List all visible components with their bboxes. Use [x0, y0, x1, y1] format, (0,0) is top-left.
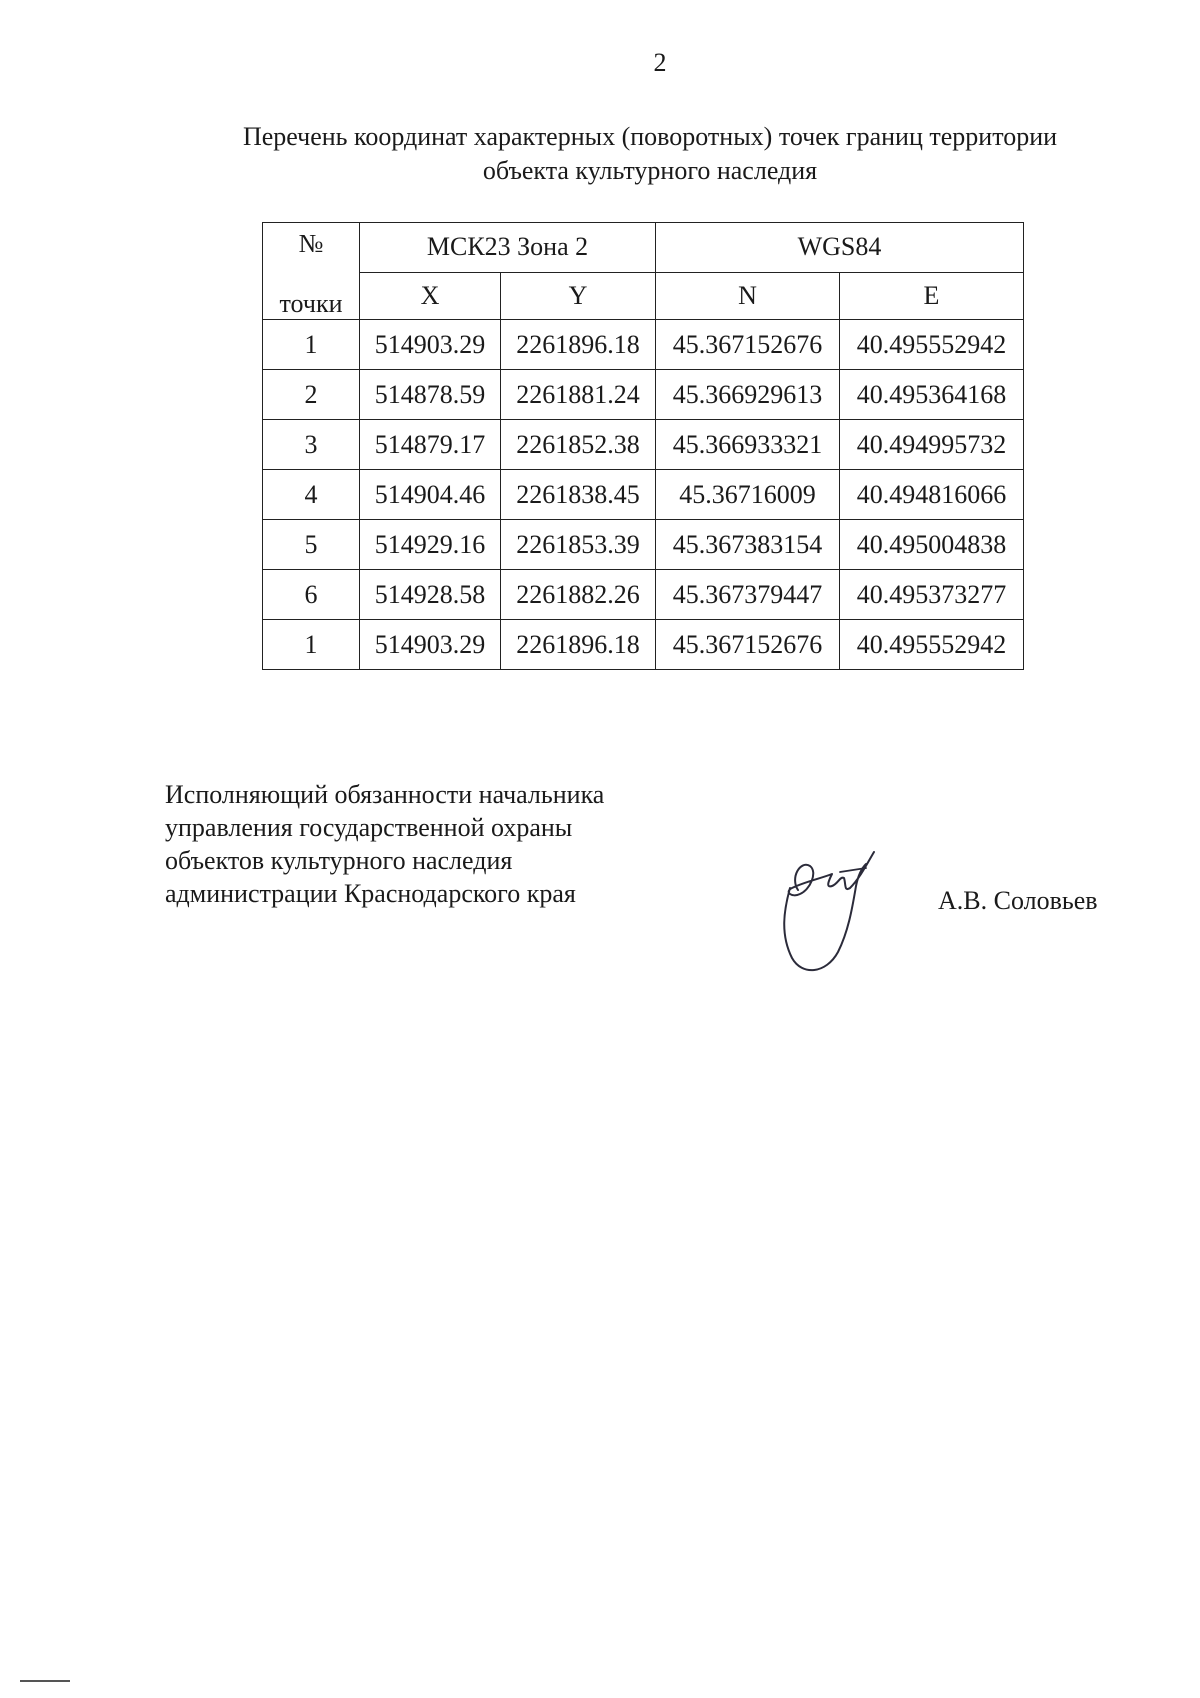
cell-x: 514928.58 [360, 570, 501, 620]
cell-x: 514879.17 [360, 420, 501, 470]
cell-y: 2261882.26 [501, 570, 656, 620]
cell-y: 2261896.18 [501, 320, 656, 370]
cell-y: 2261881.24 [501, 370, 656, 420]
cell-point: 1 [263, 620, 360, 670]
cell-x: 514929.16 [360, 520, 501, 570]
table-row [263, 470, 1024, 520]
cell-x: 514904.46 [360, 470, 501, 520]
header-x: X [360, 272, 501, 320]
cell-n: 45.367152676 [656, 620, 840, 670]
cell-e: 40.494995732 [840, 420, 1024, 470]
cell-n: 45.367383154 [656, 520, 840, 570]
handwritten-signature [770, 838, 890, 978]
cell-x: 514878.59 [360, 370, 501, 420]
table-row [263, 420, 1024, 470]
page-number: 2 [653, 48, 667, 77]
signatory-line-1: Исполняющий обязанности начальника [165, 780, 605, 809]
cell-x: 514903.29 [360, 620, 501, 670]
header-wgs-group: WGS84 [656, 223, 1024, 273]
header-n: N [656, 272, 840, 320]
cell-n: 45.366933321 [656, 420, 840, 470]
header-msk-group: МСК23 Зона 2 [360, 223, 656, 273]
title-line-1: Перечень координат характерных (поворотных) точек границ территории [242, 122, 1058, 151]
cell-n: 45.36716009 [656, 470, 840, 520]
cell-y: 2261838.45 [501, 470, 656, 520]
cell-e: 40.495364168 [840, 370, 1024, 420]
table-row [263, 520, 1024, 570]
cell-n: 45.366929613 [656, 370, 840, 420]
header-point-word: точки [279, 289, 343, 318]
signatory-line-4: администрации Краснодарского края [165, 879, 576, 908]
signatory-line-2: управления государственной охраны [165, 813, 573, 842]
cell-e: 40.495552942 [840, 620, 1024, 670]
document-title [170, 120, 1130, 188]
title-line-2: объекта культурного наследия [482, 156, 818, 185]
cell-point: 5 [263, 520, 360, 570]
cell-y: 2261852.38 [501, 420, 656, 470]
cell-e: 40.495004838 [840, 520, 1024, 570]
table-row [263, 620, 1024, 670]
cell-point: 6 [263, 570, 360, 620]
cell-e: 40.495552942 [840, 320, 1024, 370]
coordinates-table [262, 222, 1024, 670]
cell-n: 45.367379447 [656, 570, 840, 620]
scan-edge-mark [20, 1680, 70, 1682]
table-subheader-row [263, 272, 1024, 320]
header-y: Y [501, 272, 656, 320]
cell-e: 40.494816066 [840, 470, 1024, 520]
header-number-sign: № [298, 229, 324, 258]
cell-point: 1 [263, 320, 360, 370]
table-row [263, 370, 1024, 420]
cell-e: 40.495373277 [840, 570, 1024, 620]
signer-name: А.В. Соловьев [938, 886, 1098, 915]
cell-point: 4 [263, 470, 360, 520]
header-e: E [840, 272, 1024, 320]
cell-y: 2261853.39 [501, 520, 656, 570]
cell-point: 3 [263, 420, 360, 470]
table-row [263, 320, 1024, 370]
signatory-position [165, 778, 604, 910]
signatory-line-3: объектов культурного наследия [165, 846, 513, 875]
table-header-row [263, 223, 1024, 273]
cell-n: 45.367152676 [656, 320, 840, 370]
header-point-number [263, 223, 360, 320]
cell-point: 2 [263, 370, 360, 420]
cell-x: 514903.29 [360, 320, 501, 370]
table-row [263, 570, 1024, 620]
cell-y: 2261896.18 [501, 620, 656, 670]
